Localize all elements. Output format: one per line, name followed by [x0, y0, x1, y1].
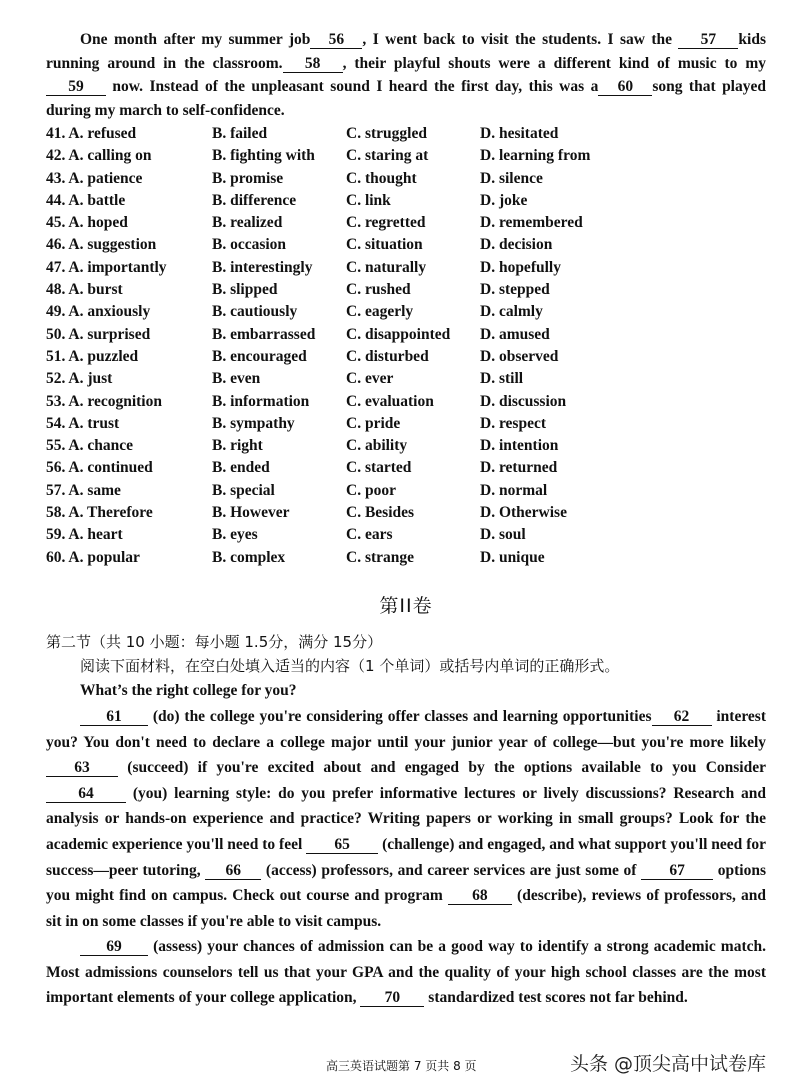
option-b: B. slipped	[212, 281, 278, 299]
option-d: D. respect	[480, 414, 546, 432]
option-b: B. eyes	[212, 526, 258, 544]
answer-blank: 62	[652, 708, 712, 726]
option-c: C. link	[346, 191, 391, 209]
option-row	[46, 168, 766, 190]
option-row	[46, 368, 766, 390]
text-run: song that played during my march to self-confidence.	[46, 78, 766, 119]
option-d: D. decision	[480, 236, 553, 254]
option-b: B. embarrassed	[212, 325, 316, 343]
option-b: B. special	[212, 481, 275, 499]
option-row	[46, 502, 766, 524]
option-b: B. cautiously	[212, 303, 298, 321]
text-run: (challenge) and engaged, and what support you'll need for success—peer tutoring,	[46, 835, 766, 879]
option-d: D. unique	[480, 548, 545, 566]
volume-title: 第II卷	[379, 594, 433, 617]
section-instruction: 阅读下面材料，在空白处填入适当的内容（1 个单词）或括号内单词的正确形式。	[80, 656, 620, 675]
passage-paragraph	[46, 28, 766, 122]
option-d: D. intention	[480, 437, 559, 455]
cloze-text-1	[46, 708, 766, 930]
option-row	[46, 234, 766, 256]
option-b: B. complex	[212, 548, 286, 566]
text-run: now. Instead of the unpleasant sound I heard the first day, this was	[106, 78, 591, 95]
option-d: D. calmly	[480, 303, 543, 321]
answer-blank: 60	[598, 78, 652, 96]
cloze-paragraph-2	[46, 934, 766, 1011]
option-row	[46, 457, 766, 479]
answer-blank: 58	[283, 55, 343, 73]
passage-text	[46, 31, 766, 119]
option-b: B. information	[212, 392, 310, 410]
option-c: C. Besides	[346, 504, 415, 522]
option-d: D. normal	[480, 481, 548, 499]
option-row	[46, 301, 766, 323]
option-c: C. regretted	[346, 214, 426, 232]
option-a: 57. A. same	[46, 481, 121, 499]
option-a: 56. A. continued	[46, 459, 153, 477]
option-row	[46, 145, 766, 167]
option-a: 42. A. calling on	[46, 147, 152, 165]
option-row	[46, 324, 766, 346]
option-b: B. ended	[212, 459, 270, 477]
option-row	[46, 413, 766, 435]
option-b: B. difference	[212, 191, 297, 209]
option-c: C. naturally	[346, 258, 427, 276]
option-b: B. sympathy	[212, 414, 295, 432]
text-run: , their playful shouts were a different kind of music to my	[342, 54, 766, 72]
option-c: C. eagerly	[346, 303, 414, 321]
option-b: B. right	[212, 437, 263, 455]
option-a: 50. A. surprised	[46, 325, 151, 343]
option-a: 43. A. patience	[46, 169, 143, 187]
option-c: C. situation	[346, 236, 423, 254]
option-d: D. silence	[480, 169, 543, 187]
option-a: 41. A. refused	[46, 125, 137, 142]
passage-title: What’s the right college for you?	[80, 681, 297, 699]
section-heading: 第二节（共 10 小题：每小题 1.5分，满分 15分）	[46, 632, 383, 651]
answer-blank: 64	[46, 785, 126, 803]
option-a: 55. A. chance	[46, 437, 133, 455]
option-a: 49. A. anxiously	[46, 303, 151, 321]
option-b: B. encouraged	[212, 347, 307, 365]
option-row	[46, 123, 766, 145]
cloze-paragraph-1	[46, 704, 766, 934]
answer-blank: 66	[205, 862, 261, 880]
option-d: D. soul	[480, 526, 526, 544]
answer-blank: 57	[678, 31, 738, 49]
option-c: C. staring at	[346, 147, 429, 165]
option-row	[46, 190, 766, 212]
option-c: C. ears	[346, 526, 393, 544]
option-b: B. fighting with	[212, 147, 315, 165]
option-c: C. ability	[346, 437, 408, 455]
option-d: D. remembered	[480, 214, 583, 232]
option-b: B. occasion	[212, 236, 287, 254]
option-row	[46, 346, 766, 368]
text-run: (succeed) if you're excited about and engaged by the options available to you Consider	[118, 759, 766, 777]
option-d: D. learning from	[480, 147, 591, 165]
option-a: 47. A. importantly	[46, 258, 167, 276]
option-row	[46, 391, 766, 413]
option-b: B. failed	[212, 125, 268, 142]
option-d: D. discussion	[480, 392, 567, 410]
option-row	[46, 279, 766, 301]
option-c: C. poor	[346, 481, 396, 499]
option-a: 46. A. suggestion	[46, 236, 157, 254]
option-b: B. However	[212, 504, 290, 522]
option-a: 48. A. burst	[46, 281, 123, 299]
text-run: One month after my summer job	[80, 31, 311, 48]
text-run: (describe), reviews of professors, and sit in on some classes if you're able to visit campus.	[46, 887, 766, 930]
answer-blank: 56	[310, 31, 362, 49]
options-list	[46, 123, 766, 569]
exam-page	[46, 28, 766, 1011]
text-run: standardized test scores not far behind.	[424, 989, 688, 1007]
answer-blank: 61	[80, 708, 148, 726]
option-c: C. thought	[346, 169, 417, 187]
option-c: C. pride	[346, 414, 401, 432]
option-d: D. returned	[480, 459, 558, 477]
option-row	[46, 435, 766, 457]
text-run: , I went back to visit the students. I saw the	[362, 31, 679, 48]
option-d: D. hopefully	[480, 258, 561, 276]
option-b: B. interestingly	[212, 258, 313, 276]
text-run: a	[590, 78, 599, 95]
watermark: 头条 @顶尖高中试卷库	[570, 1053, 767, 1075]
option-a: 60. A. popular	[46, 548, 140, 566]
text-run: (access) professors, and career services are just some of	[261, 861, 642, 879]
answer-blank: 69	[80, 938, 148, 956]
answer-blank: 67	[641, 862, 713, 880]
option-a: 58. A. Therefore	[46, 504, 153, 522]
option-a: 53. A. recognition	[46, 392, 162, 410]
option-row	[46, 212, 766, 234]
option-c: C. ever	[346, 370, 394, 388]
option-a: 59. A. heart	[46, 526, 123, 544]
answer-blank: 70	[360, 989, 424, 1007]
answer-blank: 63	[46, 759, 118, 777]
option-c: C. rushed	[346, 281, 411, 299]
option-d: D. joke	[480, 191, 528, 209]
page-number: 高三英语试题第 7 页共 8 页	[326, 1059, 477, 1073]
text-run: (you) learning style: do you prefer informative lectures or lively discussions? Research and analysis or hands-on experience and practice? Writing papers or working in small groups? Look for the academic experience you'll need to feel	[46, 784, 766, 853]
answer-blank: 68	[448, 887, 512, 905]
cloze-text-2	[46, 938, 766, 1006]
option-d: D. amused	[480, 325, 550, 343]
option-a: 45. A. hoped	[46, 214, 128, 232]
option-a: 52. A. just	[46, 370, 113, 388]
option-a: 51. A. puzzled	[46, 347, 139, 365]
option-d: D. stepped	[480, 281, 550, 299]
option-a: 44. A. battle	[46, 191, 126, 209]
text-run: kids running around in the classroom.	[46, 31, 766, 72]
text-run: interest you? You don't need to declare a college major until your junior year of college—but you're more likely	[46, 707, 766, 751]
option-c: C. disappointed	[346, 325, 451, 343]
option-b: B. realized	[212, 214, 283, 232]
option-row	[46, 480, 766, 502]
option-a: 54. A. trust	[46, 414, 120, 432]
option-d: D. hesitated	[480, 125, 559, 142]
option-c: C. disturbed	[346, 347, 429, 365]
option-d: D. still	[480, 370, 524, 388]
text-run: (do) the college you're considering offer classes and learning opportunities	[148, 707, 652, 725]
option-b: B. even	[212, 370, 261, 388]
option-c: C. started	[346, 459, 412, 477]
option-row	[46, 257, 766, 279]
option-d: D. observed	[480, 347, 559, 365]
option-row	[46, 524, 766, 546]
option-b: B. promise	[212, 169, 284, 187]
text-run: (assess) your chances of admission can be a good way to identify a strong academic match. Most admissions counselors tell us that your GPA and the quality of your high school classes are the most important elements of your college application,	[46, 938, 766, 1007]
option-c: C. struggled	[346, 125, 427, 142]
text-run: options you might find on campus. Check out course and program	[46, 861, 766, 905]
answer-blank: 59	[46, 78, 106, 96]
option-c: C. evaluation	[346, 392, 434, 410]
option-row	[46, 547, 766, 569]
option-d: D. Otherwise	[480, 504, 567, 522]
answer-blank: 65	[306, 836, 378, 854]
option-c: C. strange	[346, 548, 415, 566]
